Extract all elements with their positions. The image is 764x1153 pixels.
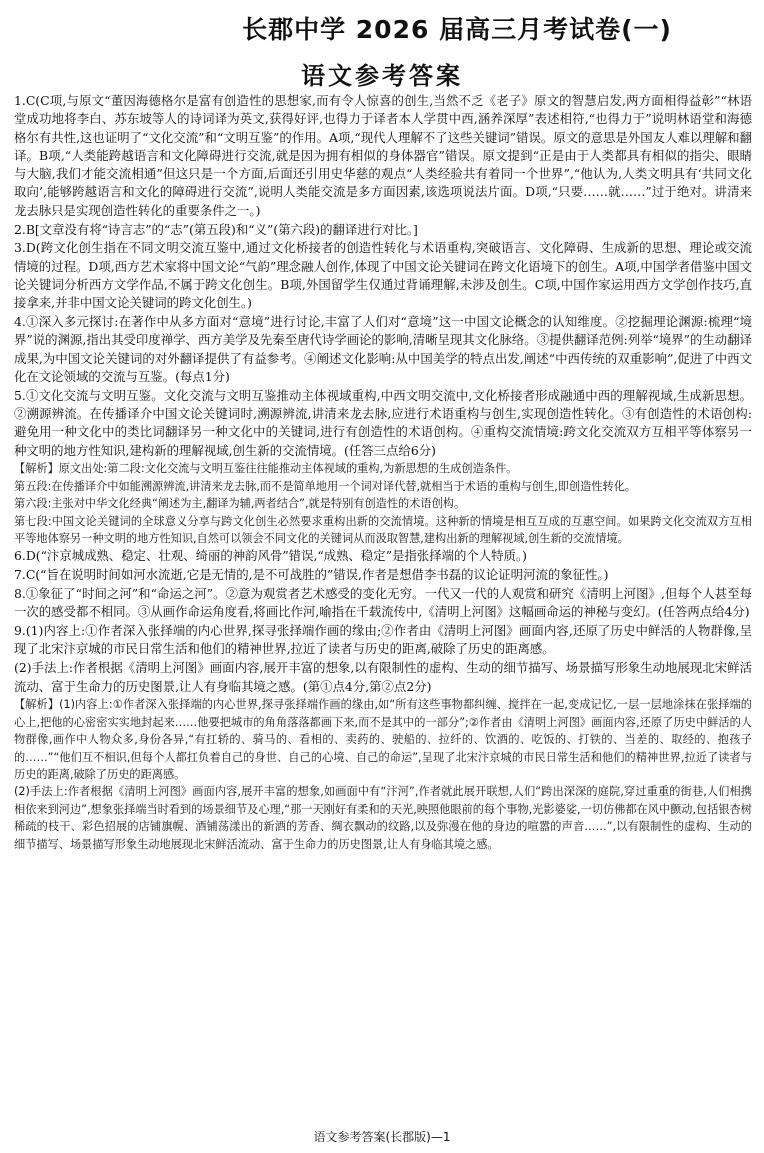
answer-5: 5.①文化交流与文明互鉴。文化交流与文明互鉴推动主体视域重构,中西文明交流中,文化桥接者形成融通中西的理解视域,生成新思想。②溯源辨流。在传播译介中国文论关键词时,溯源辨流,讲清来龙去脉,应进行术语重构与创生,实现创造性转化。③有创造性的术语创构:避免用一种文化中的类比词翻译另一种文化中的关键词,进行有创造性的术语创构。④重构交流情境:跨文化交流双方互相平等体察另一种文明的地方性知识,建构新的理解视域,创生新的交流情境。(任答三点给6分)	[14, 387, 752, 458]
analysis-9-content: 【解析】(1)内容上:①作者深入张择端的内心世界,探寻张择端作画的缘由,如“所有这些事物都纠缠、搅拌在一起,变成记忆,一层一层地涂抹在张择端的心上,把他的心密密实实地封起来……他要把城市的角角落落都画下来,而不是其中的一部分”;②作者由《清明上河图》画面内容,还原了历史中鲜活的人物群像,画作中人物众多,身份各异,“有扛轿的、骑马的、看相的、卖药的、驶船的、拉纤的、饮酒的、吃饭的、打铁的、当差的、取经的、抱孩子的……”“他们互不相识,但每个人都扛负着自己的身世、自己的心境、自己的命运”,呈现了北宋汴京城的市民日常生活和他们的精神世界,拉近了读者与历史的距离,破除了历史的距离感。	[14, 698, 752, 781]
analysis-5-para7: 第七段:中国文论关键词的全球意义分享与跨文化创生必然要求重构出新的交流情境。这种新的情境是相互互成的互惠空间。如果跨文化交流双方互相平等地体察另一种文明的地方性知识,自然可以领会不同文化的关键词从而汲取智慧,建构出新的理解视域,创生新的交流情境。	[14, 514, 752, 546]
answer-2: 2.B[文章没有将“诗言志”的“志”(第五段)和“义”(第六段)的翻译进行对比。]	[14, 221, 418, 237]
answer-4: 4.①深入多元探讨:在著作中从多方面对“意境”进行讨论,丰富了人们对“意境”这一中国文论概念的认知维度。②挖掘理论渊源:梳理“境界”说的渊源,指出其受印度禅学、西方美学及先秦至唐代诗学画论的影响,清晰呈现其文化脉络。③提供翻译范例:列举“境界”的生动翻译成果,为中国文论关键词的对外翻译提供了有益参考。④阐述文化影响:从中国美学的特点出发,阐述“中西传统的双重影响”,促进了中西文化在文论领域的交流与互鉴。(每点1分)	[14, 314, 752, 384]
analysis-5-para6: 第六段:主张对中华文化经典“阐述为主,翻译为辅,两者结合”,就是特别有创造性的术语创构。	[14, 497, 466, 511]
answer-1: 1.C(C项,与原文“董因海德格尔是富有创造性的思想家,而有令人惊喜的创生,当然不乏《老子》原文的智慧启发,两方面相得益彰”“林语堂成功地将李白、苏东坡等人的诗词译为英文,获得好评,也得力于译者本人学贯中西,涵养深厚”表述相符,“也得力于”说明林语堂和海德格尔有共性,这也证明了“文化交流”和“文明互鉴”的作用。A项,“现代人理解不了这些关键词”错误。原文的意思是外国友人难以理解和翻译。B项,“人类能跨越语言和文化障碍进行交流,就是因为拥有相似的身体器官”错误。原文提到“正是由于人类都具有相似的指尖、眼睛与大脑,我们才能交流相通”但这只是一个方面,后面还引用史华慈的观点“人类经验共有着同一个世界”,“他认为,人类文明具有‘共同文化取向’,能够跨越语言和文化的障碍进行交流”,说明人类能交流是多方面因素,该选项说法片面。D项,“只要……就……”过于绝对。讲清来龙去脉只是实现创造性转化的重要条件之一。)	[14, 93, 752, 218]
page-title: 长郡中学 2026 届高三月考试卷(一)	[242, 15, 672, 44]
answer-6: 6.D(“汴京城成熟、稳定、壮观、绮丽的神韵风骨”错误,“成熟、稳定”是指张择端的个人特质。)	[14, 548, 527, 564]
analysis-5-para5: 第五段:在传播译介中如能溯源辨流,讲清来龙去脉,而不是简单地用一个词对译代替,就相当于术语的重构与创生,即创造性转化。	[14, 479, 637, 493]
analysis-5-intro: 【解析】原文出处:第二段:文化交流与文明互鉴往往能推动主体视域的重构,为新思想的生成创造条件。	[14, 462, 518, 476]
page-subtitle: 语文参考答案	[301, 62, 463, 90]
answer-9-content: 9.(1)内容上:①作者深入张择端的内心世界,探寻张择端作画的缘由;②作者由《清明上河图》画面内容,还原了历史中鲜活的人物群像,呈现了北宋汴京城的市民日常生活和他们的精神世界,拉近了读者与历史的距离,破除了历史的距离感。	[14, 623, 752, 657]
page-footer: 语文参考答案(长郡版)—1	[313, 1130, 451, 1144]
analysis-9-technique: (2)手法上:作者根据《清明上河图》画面内容,展开丰富的想象,如画面中有“汴河”,作者就此展开联想,人们“跨出深深的庭院,穿过重重的街巷,人们相携相依来到河边”,想象张择端当时看到的场景细节及心理,“那一天刚好有柔和的天光,映照他眼前的每个事物,光影婆娑,一切仿佛都在风中颤动,包括银杏树稀疏的枝干、彩色招展的店铺旗幌、酒铺荡漾出的新酒的芳香、绸衣飘动的纹路,以及弥漫在他的身边的喧嚣的声音……”,以有限制性的虚构、生动的细节描写、场景描写形象生动地展现北宋鲜活流动、富于生命力的历史图景,让人有身临其境之感。	[14, 785, 752, 851]
answer-7: 7.C(“旨在说明时间如河水流逝,它是无情的,是不可战胜的”错误,作者是想借李书磊的议论证明河流的象征性。)	[14, 567, 609, 583]
answer-8: 8.①象征了“时间之河”和“命运之河”。②意为观赏者艺术感受的变化无穷。一代又一代的人观赏和研究《清明上河图》,但每个人甚至每一次的感受都不相同。③从画作命运角度看,将画比作河,喻指在千载流传中,《清明上河图》这幅画命运的神秘与变幻。(任答两点给4分)	[14, 586, 752, 620]
answer-content	[14, 92, 752, 1119]
answer-9-technique: (2)手法上:作者根据《清明上河图》画面内容,展开丰富的想象,以有限制性的虚构、生动的细节描写、场景描写形象生动地展现北宋鲜活流动、富于生命力的历史图景,让人有身临其境之感。(第①点4分,第②点2分)	[14, 660, 752, 694]
answer-3: 3.D(跨文化创生指在不同文明交流互鉴中,通过文化桥接者的创造性转化与术语重构,突破语言、文化障碍、生成新的思想、理论或交流情境的过程。D项,西方艺术家将中国文论“气韵”理念融人创作,体现了中国文论关键词在跨文化语境下的创生。A项,中国学者借鉴中国文论关键词分析西方文学作品,不属于跨文化创生。B项,外国留学生仅通过背诵理解,未涉及创生。C项,中国作家运用西方文学创作技巧,直接拿来,并非中国文论关键词的跨文化创生。)	[14, 240, 752, 311]
